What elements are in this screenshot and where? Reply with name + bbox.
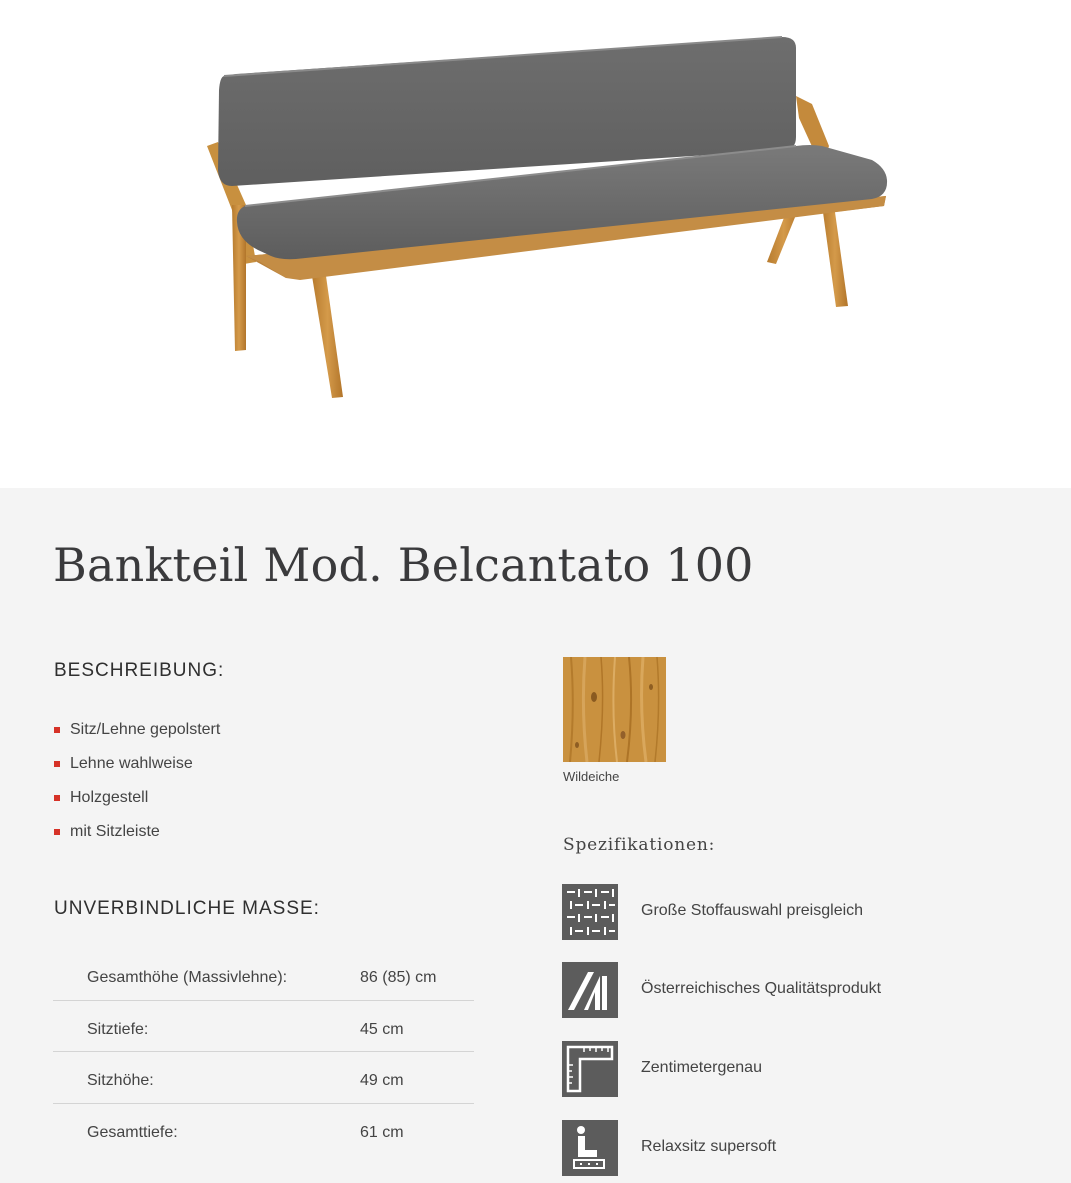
spec-text: Relaxsitz supersoft [641,1138,777,1155]
wood-swatch-label: Wildeiche [563,769,620,784]
dimension-value: 86 (85) cm [360,969,437,986]
dimension-value: 49 cm [360,1072,404,1089]
spec-item-fabric [562,884,982,941]
spec-item-austria [562,962,982,1019]
description-heading: BESCHREIBUNG: [54,660,225,681]
dimension-label: Sitzhöhe: [87,1072,154,1089]
table-row [53,949,474,1001]
table-row [53,1104,474,1156]
spec-text: Zentimetergenau [641,1059,762,1076]
dimension-value: 45 cm [360,1020,404,1038]
bench-image [0,0,1071,488]
product-image [0,0,1071,488]
dimension-label: Sitztiefe: [87,1020,149,1038]
dimension-label: Gesamthöhe (Massivlehne): [87,969,288,986]
dimensions-table [53,949,474,1155]
bullet-icon [54,727,60,733]
list-item: Lehne wahlweise [54,755,220,789]
dimension-label: Gesamttiefe: [87,1123,178,1141]
table-row [53,1001,474,1053]
wood-texture-image [563,657,666,762]
spec-item-ruler [562,1041,982,1098]
bullet-icon [54,795,60,801]
spec-item-relax [562,1120,982,1177]
list-item: mit Sitzleiste [54,823,220,857]
spec-text: Große Stoffauswahl preisgleich [641,902,864,919]
austria-quality-icon [562,962,618,1018]
list-item: Holzgestell [54,789,220,823]
dimensions-heading: UNVERBINDLICHE MASSE: [54,898,320,919]
bullet-icon [54,761,60,767]
fabric-pattern-icon [562,884,618,940]
wood-swatch[interactable] [563,657,666,762]
bullet-icon [54,829,60,835]
relax-seat-icon [562,1120,618,1176]
ruler-corner-icon [562,1041,618,1097]
spec-text: Österreichisches Qualitätsprodukt [641,980,882,997]
dimension-value: 61 cm [360,1123,404,1141]
table-row [53,1052,474,1104]
list-item: Sitz/Lehne gepolstert [54,721,220,755]
product-detail-panel [0,488,1071,1183]
specifications-heading: Spezifikationen: [563,835,716,855]
description-list [54,721,220,857]
product-title: Bankteil Mod. Belcantato 100 [53,538,754,592]
